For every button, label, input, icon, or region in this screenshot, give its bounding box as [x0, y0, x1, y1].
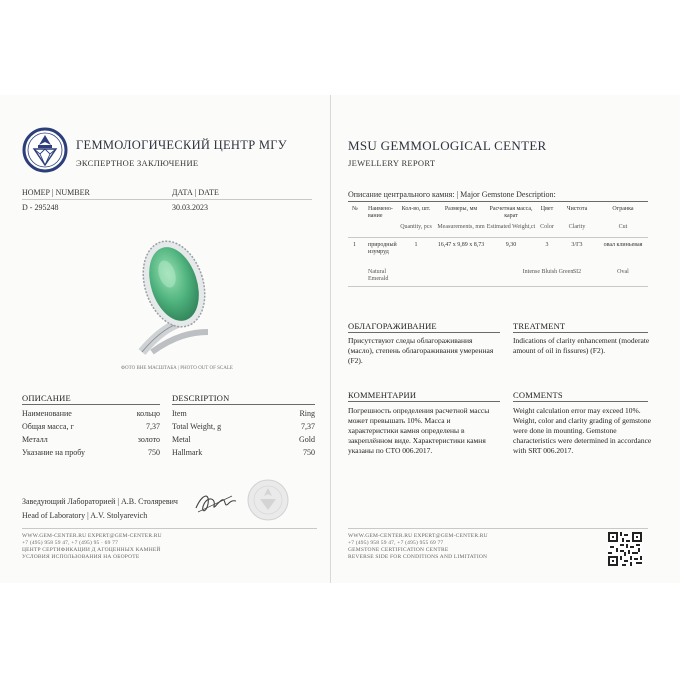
description-title-en: DESCRIPTION [172, 393, 230, 403]
description-title-ru: ОПИСАНИЕ [22, 393, 71, 403]
table-row: Металл [22, 435, 48, 444]
report-subtitle-ru: ЭКСПЕРТНОЕ ЗАКЛЮЧЕНИЕ [76, 158, 199, 168]
head-of-lab-en: Head of Laboratory | A.V. Stolyarevich [22, 511, 148, 520]
comments-title-ru: КОММЕНТАРИИ [348, 390, 417, 400]
treatment-title-en: TREATMENT [513, 321, 566, 331]
table-row: 1 [353, 242, 356, 248]
treatment-text-ru: Присутствуют следы облагораживания (масло), степень облагораживания умеренная (F2). [348, 336, 494, 365]
treatment-text-en: Indications of clarity enhancement (moderate amount of oil in fissures) (F2). [513, 336, 650, 355]
qr-code-icon [608, 532, 642, 566]
table-row: Указание на пробу [22, 448, 85, 457]
number-label: НОМЕР | NUMBER [22, 188, 90, 197]
hologram-seal-icon [246, 478, 290, 522]
table-row: Общая масса, г [22, 422, 74, 431]
head-of-lab-ru: Заведующий Лабораторией | А.В. Столяревич [22, 497, 178, 506]
comments-title-en: COMMENTS [513, 390, 563, 400]
date-value: 30.03.2023 [172, 203, 208, 212]
signature [192, 486, 238, 518]
report-subtitle-en: JEWELLERY REPORT [348, 158, 436, 168]
page-fold [330, 95, 331, 583]
msu-gem-logo-icon [22, 127, 68, 173]
comments-text-ru: Погрешность определения расчетной массы может превышать 10%. Масса и характеристики камня определены в закреплённом виде. Характеристики камня указаны по СТО 006.2017. [348, 406, 490, 455]
photo-caption: ФОТО ВНЕ МАСШТАБА | PHOTO OUT OF SCALE [121, 366, 233, 371]
treatment-title-ru: ОБЛАГОРАЖИВАНИЕ [348, 321, 437, 331]
center-title-en: MSU GEMMOLOGICAL CENTER [348, 138, 547, 153]
gemstone-table-title: Описание центрального камня: | Major Gemstone Description: [348, 190, 556, 199]
comments-text-en: Weight calculation error may exceed 10%. Weight, color and clarity grading of gemstone were done in mounting. Gemstone characteristics were determined in accordance with SRT 006.2017. [513, 406, 652, 455]
center-title-ru: ГЕММОЛОГИЧЕСКИЙ ЦЕНТР МГУ [76, 138, 287, 152]
number-value: D - 295248 [22, 203, 59, 212]
date-label: ДАТА | DATE [172, 188, 219, 197]
table-row: Наименование [22, 409, 72, 418]
ring-photo [112, 240, 242, 356]
